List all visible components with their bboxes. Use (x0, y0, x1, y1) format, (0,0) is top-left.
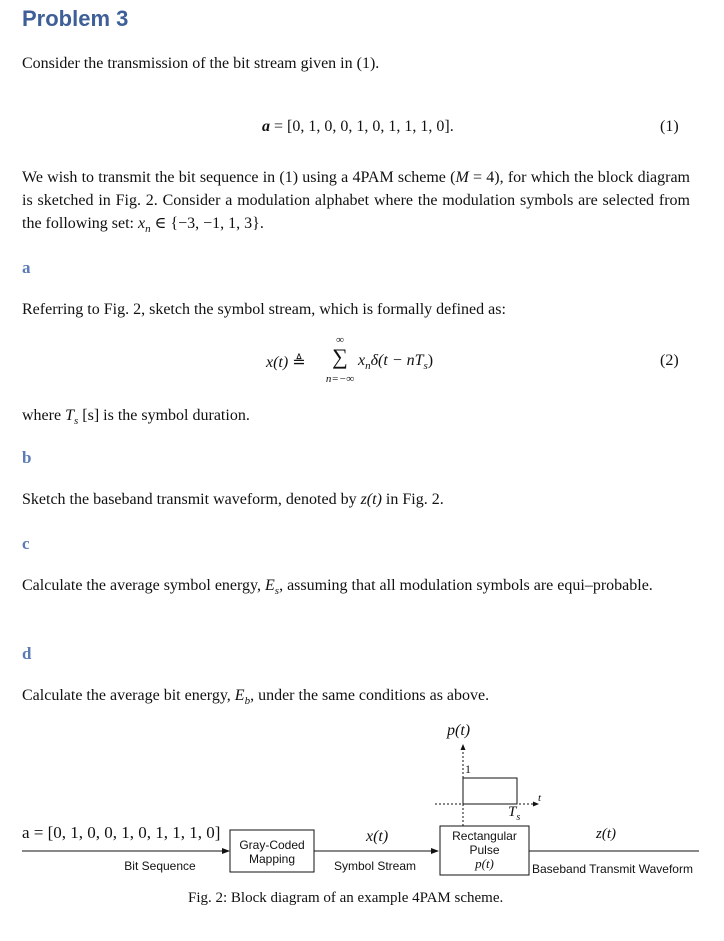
block2-line2: Pulse (469, 843, 500, 857)
eq1-rhs: [0, 1, 0, 0, 1, 0, 1, 1, 1, 0]. (287, 118, 454, 135)
eq1-lhs: a (262, 118, 270, 135)
block2-line1: Rectangular (452, 829, 517, 843)
desc-m: M (455, 169, 469, 186)
b-post: in Fig. 2. (381, 491, 444, 508)
bit-sequence-label: Bit Sequence (124, 859, 196, 873)
eq2-body-sub: n (365, 360, 371, 373)
c-var: E (265, 577, 275, 594)
problem-title: Problem 3 (22, 6, 129, 31)
where-pre: where (22, 407, 66, 424)
desc-set-rest: ∈ {−3, −1, 1, 3}. (150, 215, 264, 232)
section-c-label: c (22, 534, 30, 553)
gray-coded-mapping-label (230, 838, 314, 866)
figure-caption: Fig. 2: Block diagram of an example 4PAM scheme. (188, 890, 504, 906)
section-a-label: a (22, 258, 31, 277)
where-var: T (65, 407, 74, 424)
eq2-body-var: x (358, 352, 366, 369)
output-var: z(t) (596, 826, 616, 842)
desc-part2: = 4), for which the block diagram is sketched in Fig. 2. Consider a modulation alphabet where the modulation symbols are selected from the following set: (22, 169, 690, 232)
d-pre: Calculate the average bit energy, (22, 687, 235, 704)
where-post: [s] is the symbol duration. (78, 407, 250, 424)
eq1-rel: = (270, 118, 288, 135)
c-pre: Calculate the average symbol energy, (22, 577, 266, 594)
where-sub: s (74, 415, 79, 428)
c-post: , assuming that all modulation symbols are equi–probable. (279, 577, 653, 594)
b-pre: Sketch the baseband transmit waveform, denoted by (22, 491, 361, 508)
baseband-waveform-label: Baseband Transmit Waveform (532, 862, 693, 876)
eq2-sum-bottom: n=−∞ (325, 373, 355, 385)
pulse-shape (463, 778, 517, 804)
section-a-text: Referring to Fig. 2, sketch the symbol stream, which is formally defined as: (22, 301, 506, 318)
block1-line2: Mapping (248, 852, 296, 866)
section-d-label: d (22, 644, 32, 663)
equation-2-number: (2) (660, 352, 679, 369)
equation-1-number: (1) (660, 118, 679, 135)
eq2-lhs: x(t) (266, 354, 289, 371)
pulse-axis-label: t (538, 792, 542, 804)
desc-set-sub: n (145, 223, 151, 236)
d-sub: b (244, 695, 251, 708)
rectangular-pulse-label (440, 829, 529, 871)
pulse-duration-var: T (508, 804, 517, 820)
c-sub: s (274, 585, 280, 598)
desc-set-var: x (137, 215, 146, 232)
symbol-stream-var: x(t) (366, 828, 389, 845)
b-var: z(t) (360, 491, 382, 508)
d-var: E (234, 687, 245, 704)
section-b-label: b (22, 448, 32, 467)
pulse-duration-sub: s (516, 812, 521, 823)
eq2-body-rest: δ(t − nT (370, 352, 424, 369)
eq2-body-sub2: s (423, 360, 428, 373)
intro-text: Consider the transmission of the bit stream given in (1). (22, 55, 380, 72)
pulse-title: p(t) (447, 722, 471, 739)
pulse-amplitude: 1 (465, 762, 471, 776)
d-post: , under the same conditions as above. (250, 687, 490, 704)
eq2-sum-top: ∞ (336, 334, 344, 346)
pulse-duration (508, 804, 520, 823)
symbol-stream-label: Symbol Stream (333, 859, 417, 873)
eq2-sum-symbol: ∑ (332, 344, 348, 369)
desc-part1: We wish to transmit the bit sequence in (1) using a 4PAM scheme ( (22, 169, 456, 186)
input-bit-expression: a = [0, 1, 0, 0, 1, 0, 1, 1, 1, 0] (22, 823, 221, 842)
block2-line3: p(t) (475, 856, 494, 871)
eq2-def: ≜ (288, 354, 306, 371)
block1-line1: Gray-Coded (239, 838, 305, 852)
eq2-body-close: ) (427, 352, 434, 369)
